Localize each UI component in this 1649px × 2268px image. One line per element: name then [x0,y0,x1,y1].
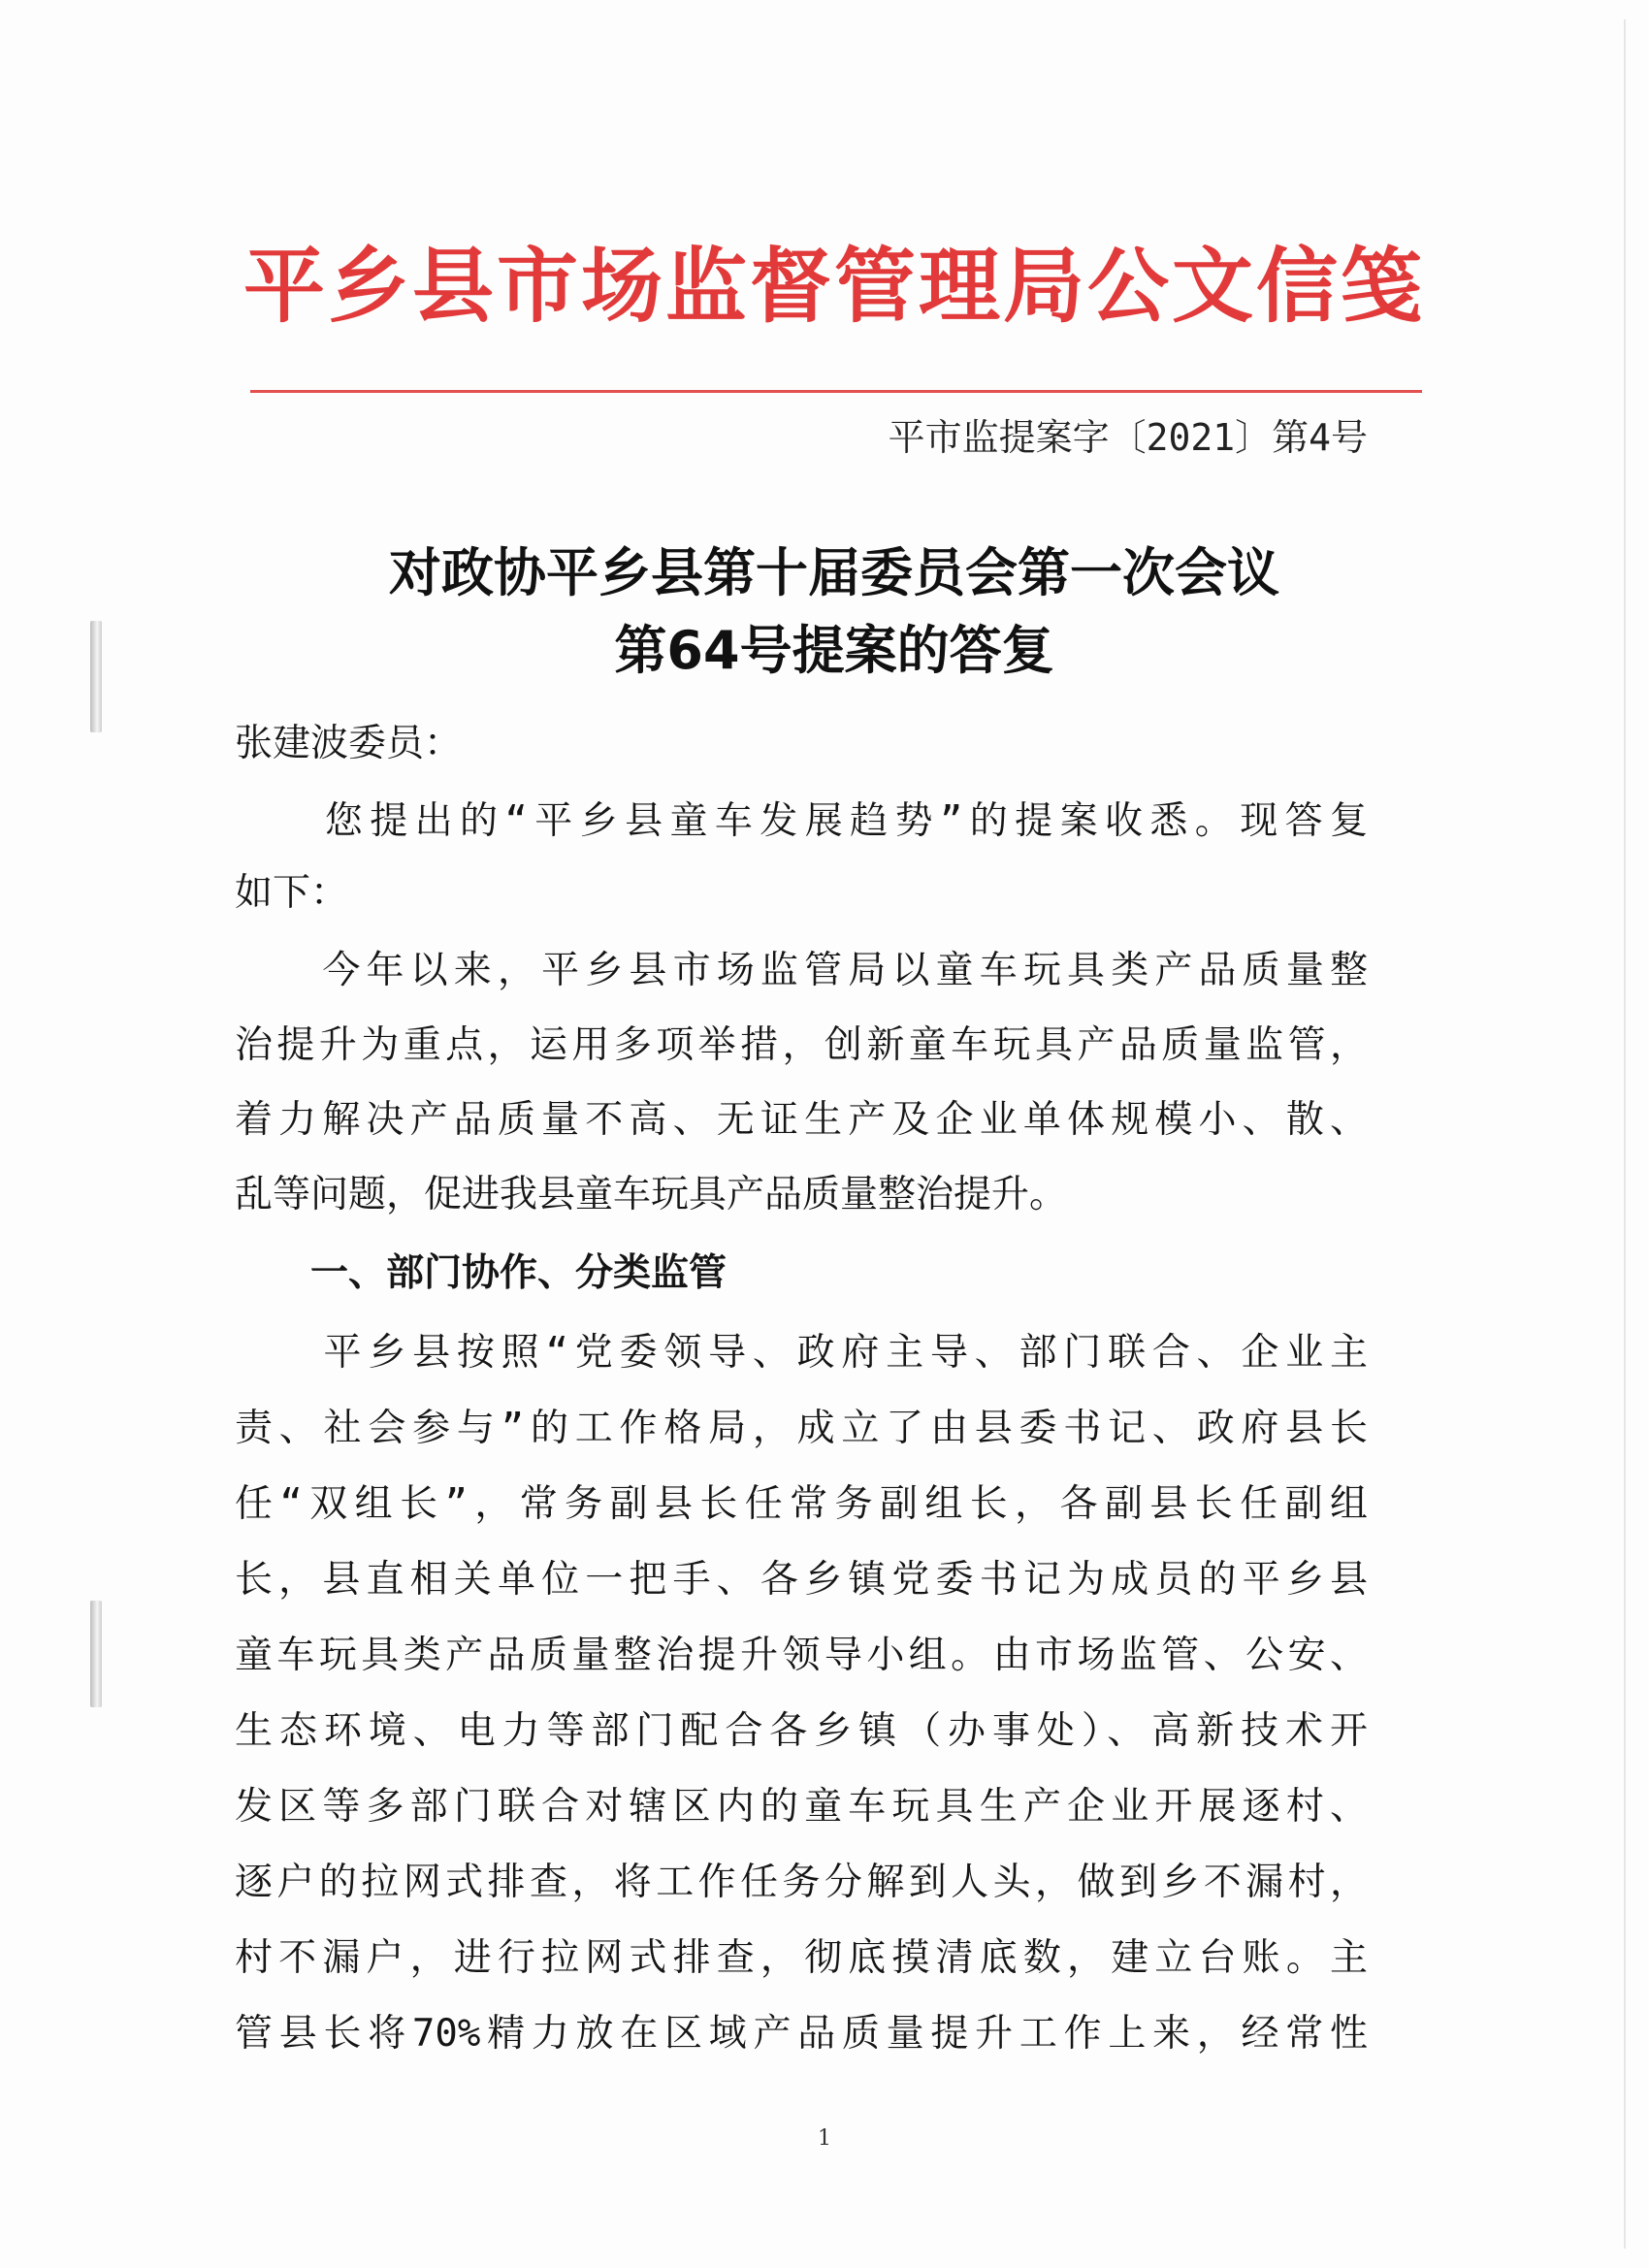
paragraph-line: 逐户的拉网式排查，将工作任务分解到人头，做到乡不漏村， [235,1861,1368,1904]
paragraph-line: 任“双组长”，常务副县长任常务副组长，各副县长任副组 [235,1482,1368,1526]
paragraph-line: 责、社会参与”的工作格局，成立了由县委书记、政府县长 [235,1407,1368,1450]
letterhead-red-rule [250,390,1422,393]
paragraph-line: 治提升为重点，运用多项举措，创新童车玩具产品质量监管， [235,1023,1368,1067]
scan-edge-shadow [1624,19,1626,2249]
intro-line: 如下： [235,871,349,915]
page-number: 1 [818,2126,831,2151]
staple-mark-bottom [90,1601,102,1707]
paragraph-line: 乱等问题，促进我县童车玩具产品质量整治提升。 [235,1173,1068,1216]
paragraph-line: 生态环境、电力等部门配合各乡镇（办事处）、高新技术开 [235,1709,1368,1753]
document-number: 平市监提案字〔2021〕第4号 [888,416,1368,459]
document-title-line-2: 第64号提案的答复 [614,620,1054,681]
paragraph-line: 管县长将70%精力放在区域产品质量提升工作上来，经常性 [235,2012,1368,2056]
paragraph-line: 发区等多部门联合对辖区内的童车玩具生产企业开展逐村、 [235,1785,1368,1829]
section-heading: 一、部门协作、分类监管 [235,1251,728,1295]
document-title-line-1: 对政协平乡县第十届委员会第一次会议 [389,542,1279,603]
salutation: 张建波委员： [235,722,463,765]
intro-line: 您提出的“平乡县童车发展趋势”的提案收悉。现答复 [235,799,1368,843]
staple-mark-top [90,621,102,732]
letterhead-title: 平乡县市场监督管理局公文信笺 [242,238,1425,334]
paragraph-line: 长，县直相关单位一把手、各乡镇党委书记为成员的平乡县 [235,1558,1368,1602]
paragraph-line: 今年以来，平乡县市场监管局以童车玩具类产品质量整 [235,949,1368,992]
paragraph-line: 村不漏户，进行拉网式排查，彻底摸清底数，建立台账。主 [235,1936,1368,1980]
paragraph-line: 平乡县按照“党委领导、政府主导、部门联合、企业主 [235,1331,1368,1375]
paragraph-line: 童车玩具类产品质量整治提升领导小组。由市场监管、公安、 [235,1634,1368,1677]
paragraph-line: 着力解决产品质量不高、无证生产及企业单体规模小、散、 [235,1098,1368,1142]
